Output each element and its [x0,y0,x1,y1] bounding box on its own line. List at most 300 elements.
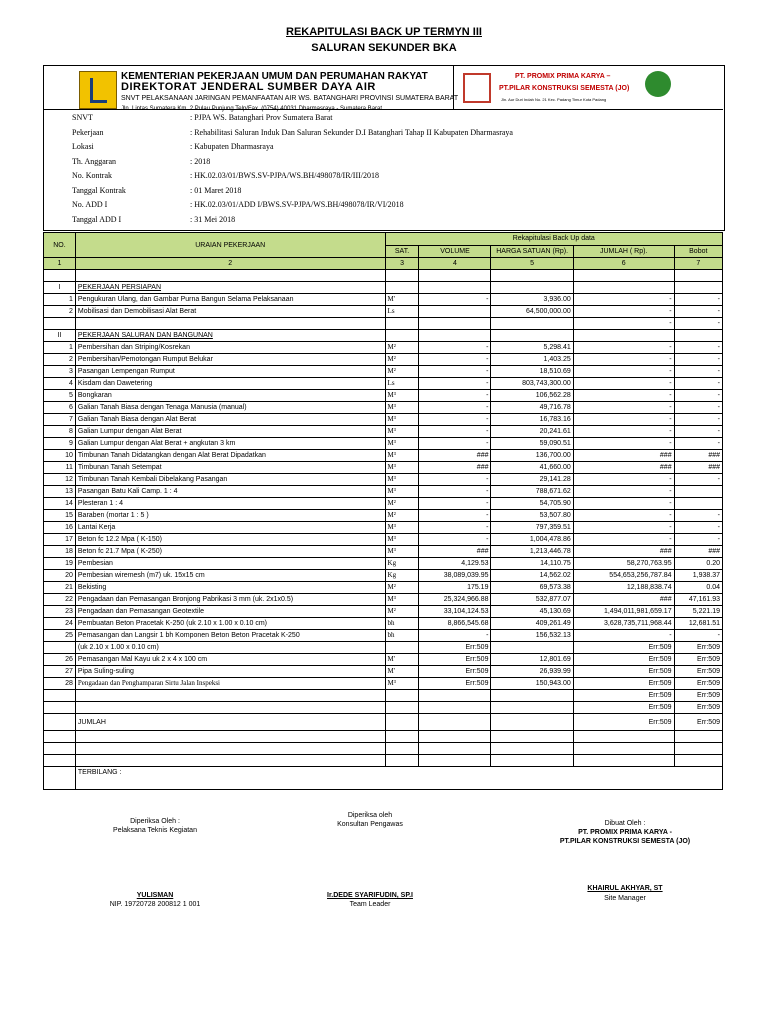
cell-sat: M³ [385,534,419,546]
cell-no: II [44,330,76,342]
cell-bobot: ### [674,462,722,474]
table-row [44,414,723,426]
cell-harga: 69,573.38 [491,582,573,594]
cell-desc: Pengadaan dan Pemasangan Bronjong Pabrikasi 3 mm (uk. 2x1x0.5) [75,594,385,606]
cell-sat: Kg [385,570,419,582]
cell-no: 14 [44,498,76,510]
cell-harga: 16,783.16 [491,414,573,426]
table-row [44,390,723,402]
table-row [44,366,723,378]
cell-desc: Pembersihan/Pemotongan Rumput Belukar [75,354,385,366]
cell-bobot [674,282,722,294]
cell-vol: 25,324,966.88 [419,594,491,606]
snvt-name: SNVT PELAKSANAAN JARINGAN PEMANFAATAN AIR WS. BATANGHARI PROVINSI SUMATERA BARAT [121,95,459,102]
cell-no: 26 [44,654,76,666]
cell-desc: Plesteran 1 : 4 [75,498,385,510]
cell-jml: - [573,426,674,438]
cell-harga: 1,213,446.78 [491,546,573,558]
cell-bobot: - [674,366,722,378]
sig3-company-1: PT. PROMIX PRIMA KARYA - [578,829,672,836]
table-row [44,642,723,654]
cell-desc: Timbunan Tanah Kembali Dibelakang Pasangan [75,474,385,486]
cell-sat [385,702,419,714]
cell-no: 13 [44,486,76,498]
ministry-logo-icon [79,71,117,109]
cell-bobot [674,270,722,282]
cell-harga: 29,141.28 [491,474,573,486]
cell-harga: 788,671.62 [491,486,573,498]
cell-harga: 797,359.51 [491,522,573,534]
table-row [44,270,723,282]
recap-table [43,232,723,790]
cell-no: 9 [44,438,76,450]
cell-vol: - [419,414,491,426]
cell-no: 4 [44,378,76,390]
cell-jml: - [573,498,674,510]
table-row [44,330,723,342]
header-divider [453,65,454,109]
table-row [44,306,723,318]
cell-no: I [44,282,76,294]
cell-harga: 1,403.25 [491,354,573,366]
cell-vol [419,330,491,342]
table-row [44,498,723,510]
col-index: 2 [75,258,385,270]
cell-jml [573,282,674,294]
cell-no: 8 [44,426,76,438]
cell-bobot: 1,938.37 [674,570,722,582]
cell-desc: Pemasangan dan Langsir 1 bh Komponen Beton Beton Pracetak K-250 [75,630,385,642]
ministry-block [121,71,459,115]
cell-harga [491,702,573,714]
cell-jml: - [573,294,674,306]
cell-sat: M³ [385,462,419,474]
cell-no: 21 [44,582,76,594]
cell-bobot [674,498,722,510]
cell-desc: Bongkaran [75,390,385,402]
table-row [44,342,723,354]
table-row [44,582,723,594]
sig3-title: Dibuat Oleh : [604,820,646,827]
cell-jml: - [573,522,674,534]
ministry-name: KEMENTERIAN PEKERJAAN UMUM DAN PERUMAHAN RAKYAT [121,71,428,82]
cell-bobot: - [674,294,722,306]
cell-bobot [674,330,722,342]
cell-sat: M³ [385,450,419,462]
blank-row [44,743,723,755]
table-row [44,618,723,630]
cell-desc: Pembesian [75,558,385,570]
cell-jml: - [573,630,674,642]
cell-no [44,318,76,330]
table-row [44,294,723,306]
cell-vol: ### [419,546,491,558]
info-value: : 2018 [190,156,211,166]
cell-desc: Pembuatan Beton Pracetak K-250 (uk 2.10 x 1.00 x 0.10 cm) [75,618,385,630]
info-value: : PJPA WS. Batanghari Prov Sumatera Barat [190,113,333,122]
info-label: Lokasi [72,142,94,151]
cell-vol: - [419,474,491,486]
cell-desc: Pembesian wiremesh (m7) uk. 15x15 cm [75,570,385,582]
cell-jml: Err:509 [573,666,674,678]
cell-harga: 106,562.28 [491,390,573,402]
cell-bobot: Err:509 [674,678,722,690]
cell-vol [419,318,491,330]
company-name-1: PT. PROMIX PRIMA KARYA – [515,73,611,80]
table-row [44,666,723,678]
cell-sat [385,282,419,294]
cell-jml: Err:509 [573,654,674,666]
table-row [44,546,723,558]
jumlah-label: JUMLAH [75,714,385,731]
cell-vol: - [419,342,491,354]
sig1-nip: NIP. 19720728 200812 1 001 [109,901,201,908]
cell-bobot: - [674,522,722,534]
cell-vol: - [419,510,491,522]
cell-no: 1 [44,294,76,306]
cell-sat: M³ [385,486,419,498]
cell-harga [491,270,573,282]
cell-harga: 803,743,300.00 [491,378,573,390]
table-row [44,654,723,666]
cell-vol: - [419,498,491,510]
cell-sat [385,642,419,654]
cell-bobot: Err:509 [674,702,722,714]
cell-desc [75,702,385,714]
cell-bobot: 47,161.93 [674,594,722,606]
cell-no: 22 [44,594,76,606]
cell-jml: - [573,414,674,426]
info-label: Th. Anggaran [72,156,116,166]
cell-no: 3 [44,366,76,378]
table-row [44,558,723,570]
cell-harga: 150,943.00 [491,678,573,690]
cell-vol: - [419,366,491,378]
cell-vol: Err:509 [419,642,491,654]
cell-desc: Pembersihan dan Striping/Kosrekan [75,342,385,354]
cell-no: 12 [44,474,76,486]
cell-harga: 14,562.02 [491,570,573,582]
col-header-volume: VOLUME [419,245,491,258]
cell-sat: M³ [385,594,419,606]
cell-desc: Bekisting [75,582,385,594]
cell-harga: 156,532.13 [491,630,573,642]
sig1-title: Diperiksa Oleh : [130,818,180,825]
cell-vol: - [419,438,491,450]
cell-harga: 136,700.00 [491,450,573,462]
cell-no: 20 [44,570,76,582]
table-row [44,402,723,414]
table-row [44,534,723,546]
cell-bobot: - [674,630,722,642]
cell-bobot: ### [674,450,722,462]
cell-sat: M² [385,342,419,354]
cell-vol: 33,104,124.53 [419,606,491,618]
cell-desc: Pengukuran Ulang, dan Gambar Purna Bangun Selama Pelaksanaan [75,294,385,306]
table-row [44,594,723,606]
cell-desc: Galian Lumpur dengan Alat Berat [75,426,385,438]
table-row [44,282,723,294]
terbilang-label: TERBILANG : [75,767,722,790]
cell-no: 10 [44,450,76,462]
cell-no: 23 [44,606,76,618]
cell-vol: 4,129.53 [419,558,491,570]
cell-harga: 409,261.49 [491,618,573,630]
info-label: No. Kontrak [72,171,112,180]
table-row [44,450,723,462]
cell-jml: - [573,366,674,378]
cell-desc: Timbunan Tanah Didatangkan dengan Alat Berat Dipadatkan [75,450,385,462]
cell-vol: - [419,402,491,414]
cell-vol: 38,089,039.95 [419,570,491,582]
company-logo-icon [463,73,491,103]
table-row [44,486,723,498]
cell-desc: Pasangan Batu Kali Camp. 1 : 4 [75,486,385,498]
cell-desc: PEKERJAAN SALURAN DAN BANGUNAN [75,330,385,342]
cell-jml: ### [573,546,674,558]
cell-no: 16 [44,522,76,534]
cell-harga: 5,298.41 [491,342,573,354]
cell-desc: PEKERJAAN PERSIAPAN [75,282,385,294]
cell-bobot: - [674,306,722,318]
cell-jml [573,330,674,342]
cell-vol: 8,866,545.68 [419,618,491,630]
cell-vol: Err:509 [419,654,491,666]
cell-sat: M' [385,294,419,306]
cell-sat: bh [385,630,419,642]
cell-no: 19 [44,558,76,570]
cell-desc: Kisdam dan Dawetering [75,378,385,390]
info-value: : 01 Maret 2018 [190,185,242,195]
table-row [44,606,723,618]
cell-vol: Err:509 [419,666,491,678]
cell-jml: - [573,486,674,498]
cell-desc [75,318,385,330]
cell-vol [419,306,491,318]
sig1-role: Pelaksana Teknis Kegiatan [113,827,197,834]
document-subtitle: SALURAN SEKUNDER BKA [311,42,457,54]
table-row [44,702,723,714]
table-row [44,522,723,534]
cell-no: 11 [44,462,76,474]
cell-no: 24 [44,618,76,630]
cell-jml: - [573,354,674,366]
cell-desc: Pasangan Lempengan Rumput [75,366,385,378]
col-header-jumlah: JUMLAH ( Rp). [573,245,674,258]
sig2-name: Ir.DEDE SYARIFUDIN, SP.I [327,892,413,899]
cell-no: 27 [44,666,76,678]
cell-jml: - [573,378,674,390]
cell-harga [491,642,573,654]
cell-harga: 45,130.69 [491,606,573,618]
col-index: 1 [44,258,76,270]
cell-jml: - [573,438,674,450]
cell-jml: Err:509 [573,690,674,702]
cell-no: 15 [44,510,76,522]
cell-harga: 12,801.69 [491,654,573,666]
cell-sat: Ls [385,378,419,390]
cell-bobot: Err:509 [674,690,722,702]
cell-desc: Pipa Suling-suling [75,666,385,678]
table-row [44,474,723,486]
cell-no [44,690,76,702]
cell-bobot: - [674,534,722,546]
table-row [44,426,723,438]
cell-jml: - [573,342,674,354]
document-title: REKAPITULASI BACK UP TERMYN III [286,26,482,38]
cell-vol: ### [419,462,491,474]
col-index: 3 [385,258,419,270]
cell-vol: - [419,426,491,438]
cell-bobot: - [674,342,722,354]
cell-bobot: - [674,378,722,390]
cell-jml: Err:509 [573,702,674,714]
col-header-harga: HARGA SATUAN (Rp). [491,245,573,258]
col-index: 5 [491,258,573,270]
cell-harga: 20,241.61 [491,426,573,438]
cell-jml: 12,188,838.74 [573,582,674,594]
cell-desc: (uk 2.10 x 1.00 x 0.10 cm) [75,642,385,654]
cell-sat: M' [385,666,419,678]
cell-vol: ### [419,450,491,462]
cell-desc: Beton fc 21.7 Mpa ( K-250) [75,546,385,558]
cell-vol: - [419,630,491,642]
cell-sat [385,270,419,282]
col-header-rekap: Rekapitulasi Back Up data [385,233,722,246]
cell-sat: bh [385,618,419,630]
cell-vol: 175.19 [419,582,491,594]
cell-no: 2 [44,354,76,366]
company-name-2: PT.PILAR KONSTRUKSI SEMESTA (JO) [499,85,630,92]
info-label: Tanggal Kontrak [72,185,126,195]
table-row [44,630,723,642]
cell-vol: - [419,486,491,498]
cell-harga: 26,939.99 [491,666,573,678]
table-row [44,570,723,582]
table-row [44,378,723,390]
info-value: : Rehabilitasi Saluran Induk Dan Saluran Sekunder D.I Batanghari Tahap II Kabupaten Dharmasraya [190,127,513,137]
cell-vol [419,702,491,714]
table-row [44,354,723,366]
cell-desc: Baraben (mortar 1 : 5 ) [75,510,385,522]
cell-sat: M³ [385,474,419,486]
company-address: Jln. Aur Duri Indah No. 21 Kec. Padang Timur Kota Padang [501,97,607,102]
cell-sat: M² [385,510,419,522]
cell-sat: M³ [385,678,419,690]
cell-jml: Err:509 [573,642,674,654]
cell-harga [491,330,573,342]
info-label: Tanggal ADD I [72,214,122,224]
cell-bobot: - [674,390,722,402]
sig2-role-sub: Team Leader [349,901,391,908]
partner-logo-icon [645,71,671,97]
cell-bobot: Err:509 [674,642,722,654]
cell-desc: Lantai Kerja [75,522,385,534]
cell-jml: - [573,510,674,522]
sig3-company-2: PT.PILAR KONSTRUKSI SEMESTA (JO) [559,838,691,845]
cell-no: 5 [44,390,76,402]
col-header-uraian: URAIAN PEKERJAAN [75,233,385,258]
cell-sat: M³ [385,546,419,558]
cell-vol: - [419,294,491,306]
cell-jml: ### [573,594,674,606]
cell-desc: Pemasangan Mal Kayu uk 2 x 4 x 100 cm [75,654,385,666]
cell-vol: - [419,354,491,366]
info-value: : HK.02.03/01/BWS.SV-PJPA/WS.BH/498078/IR/III/2018 [190,171,379,180]
col-header-bobot: Bobot [674,245,722,258]
jumlah-value: Err:509 [573,714,674,731]
cell-bobot [674,486,722,498]
cell-desc: Pengadaan dan Penghamparan Sirtu Jalan Inspeksi [75,678,385,690]
cell-sat: Ls [385,306,419,318]
cell-sat: M² [385,354,419,366]
cell-harga: 1,004,478.86 [491,534,573,546]
cell-sat: M³ [385,414,419,426]
cell-jml: 3,628,735,711,968.44 [573,618,674,630]
cell-desc: Galian Lumpur dengan Alat Berat + angkutan 3 km [75,438,385,450]
cell-bobot: - [674,510,722,522]
cell-bobot: - [674,438,722,450]
cell-bobot: - [674,318,722,330]
cell-desc: Beton fc 12.2 Mpa ( K-150) [75,534,385,546]
cell-no: 1 [44,342,76,354]
table-row [44,678,723,690]
cell-sat: M² [385,498,419,510]
cell-no: 17 [44,534,76,546]
cell-harga: 49,716.78 [491,402,573,414]
cell-jml: - [573,474,674,486]
cell-harga [491,282,573,294]
cell-no [44,702,76,714]
cell-sat: M' [385,654,419,666]
jumlah-row [44,714,723,731]
sig1-name: YULISMAN [136,892,174,899]
sig2-title: Diperiksa oleh [347,812,393,819]
sig3-role: Site Manager [604,895,646,902]
cell-jml: 58,270,763.95 [573,558,674,570]
cell-bobot: - [674,474,722,486]
info-label: SNVT [72,113,93,122]
info-value: : HK.02.03/01/ADD I/BWS.SV-PJPA/WS.BH/498078/IR/VI/2018 [190,200,404,209]
cell-vol: - [419,522,491,534]
info-label: Pekerjaan [72,127,104,137]
cell-bobot: - [674,426,722,438]
cell-bobot: 12,681.51 [674,618,722,630]
cell-jml [573,270,674,282]
cell-no: 28 [44,678,76,690]
info-value: : Kabupaten Dharmasraya [190,142,274,151]
cell-bobot: 0.04 [674,582,722,594]
cell-sat: M³ [385,438,419,450]
table-row [44,510,723,522]
cell-bobot: Err:509 [674,666,722,678]
letterhead [43,65,723,110]
cell-vol: - [419,378,491,390]
cell-harga: 64,500,000.00 [491,306,573,318]
cell-harga: 14,110.75 [491,558,573,570]
cell-no: 2 [44,306,76,318]
col-header-sat: SAT. [385,245,419,258]
cell-jml: ### [573,450,674,462]
cell-sat [385,330,419,342]
table-row [44,318,723,330]
cell-harga [491,690,573,702]
cell-bobot: ### [674,546,722,558]
cell-desc [75,270,385,282]
cell-jml: 1,494,011,981,659.17 [573,606,674,618]
cell-sat: Kg [385,558,419,570]
cell-sat: M³ [385,522,419,534]
